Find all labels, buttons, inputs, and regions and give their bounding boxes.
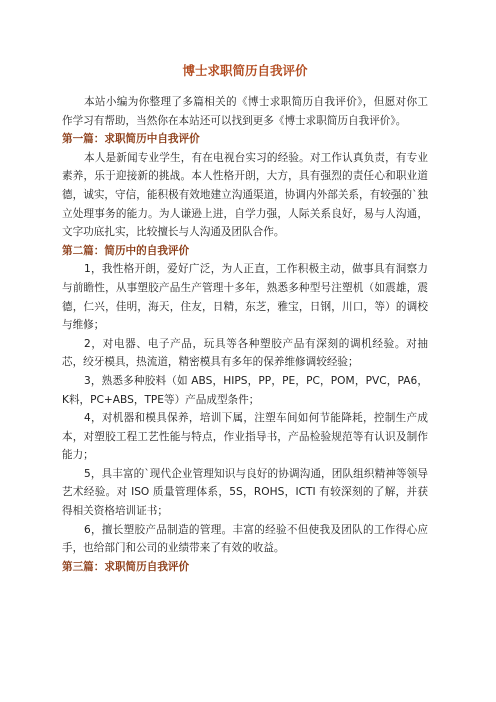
section-1-heading: 第一篇：求职简历中自我评价	[62, 133, 200, 146]
section-2-paragraph-5: 5，具丰富的`现代企业管理知识与良好的协调沟通，团队组织精神等领导艺术经验。对 ISO 质量管理体系，5S，ROHS，ICTI 有较深刻的了解，并获得相关资格培训证书；	[62, 467, 428, 518]
intro-paragraph: 本站小编为你整理了多篇相关的《博士求职简历自我评价》，但愿对你工作学习有帮助，当然你在本站还可以找到更多《博士求职简历自我评价》。	[62, 96, 428, 127]
section-3-heading: 第三篇：求职简历自我评价	[62, 560, 190, 573]
section-2-paragraph-4: 4，对机器和模具保养，培训下属，注塑车间如何节能降耗，控制生产成本，对塑胶工程工艺性能与特点，作业指导书，产品检验规范等有认识及制作能力；	[62, 412, 428, 462]
section-2-paragraph-3: 3，熟悉多种胶料（如 ABS，HIPS，PP，PE，PC，POM，PVC，PA6，K料，PC+ABS，TPE等）产品成型条件；	[62, 374, 428, 406]
document-title: 博士求职简历自我评价	[182, 63, 308, 78]
section-1-paragraph: 本人是新闻专业学生，有在电视台实习的经验。对工作认真负责，有专业素养，乐于迎接新的挑战。本人性格开朗，大方，具有强烈的责任心和职业道德，诚实，守信，能积极有效地建立沟通渠道，协调内外部关系，有较强的`独立处理事务的能力。为人谦逊上进，自学力强，人际关系良好，易与人沟通，文字功底扎实，比较擅长与人沟通及团队合作。	[62, 151, 428, 239]
section-2-paragraph-1: 1，我性格开朗，爱好广泛，为人正直，工作积极主动，做事具有洞察力与前瞻性，从事塑胶产品生产管理十多年，熟悉多种型号注塑机（如震雄，震德，仁兴，佳明，海天，住友，日精，东芝，雅宝，日钢，川口，等）的调校与维修；	[62, 263, 428, 332]
section-2-paragraph-2: 2，对电器、电子产品，玩具等各种塑胶产品有深刻的调机经验。对抽芯，绞牙模具，热流道，精密模具有多年的保养维修调较经验；	[62, 337, 428, 369]
section-2-heading: 第二篇：简历中的自我评价	[62, 244, 190, 257]
section-2-paragraph-6: 6，擅长塑胶产品制造的管理。丰富的经验不但使我及团队的工作得心应手，也给部门和公司的业绩带来了有效的收益。	[62, 523, 428, 555]
